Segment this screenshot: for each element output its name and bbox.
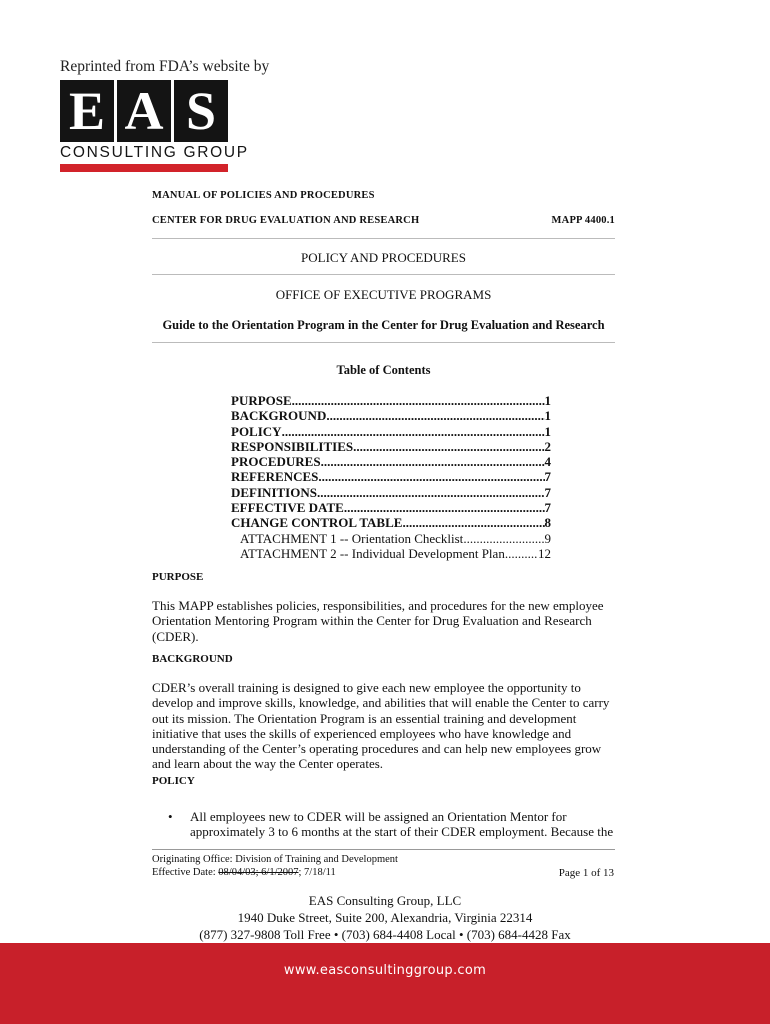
company-name: EAS Consulting Group, LLC xyxy=(308,893,462,908)
toc-heading: Table of Contents xyxy=(336,363,431,377)
logo-subtitle: CONSULTING GROUP xyxy=(60,144,249,161)
toc-entry[interactable]: EFFECTIVE DATE ..... 7 xyxy=(231,500,551,515)
toc-entry[interactable]: PURPOSE ..... 1 xyxy=(231,393,551,408)
center-heading: CENTER FOR DRUG EVALUATION AND RESEARCH xyxy=(152,215,420,226)
toc-entry[interactable]: REFERENCES ..... 7 xyxy=(231,469,551,484)
footer-office-info xyxy=(152,854,398,879)
mapp-number: MAPP 4400.1 xyxy=(551,215,615,226)
originating-office: Originating Office: Division of Training and Development xyxy=(152,854,398,865)
footer-divider xyxy=(152,849,615,850)
logo-letter-s: S xyxy=(174,80,228,142)
effective-date: Effective Date: 08/04/03; 6/1/2007; 7/18/11 xyxy=(152,866,336,878)
toc-entry[interactable]: RESPONSIBILITIES ..... 2 xyxy=(231,439,551,454)
company-phones: (877) 327-9808 Toll Free • (703) 684-4408 Local • (703) 684-4428 Fax xyxy=(199,927,571,942)
toc-entry-attachment[interactable]: ATTACHMENT 1 -- Orientation Checklist ..... 9 xyxy=(231,531,551,546)
footer-red-band xyxy=(0,943,770,1024)
purpose-heading: PURPOSE xyxy=(152,571,204,583)
toc-entry[interactable]: BACKGROUND ..... 1 xyxy=(231,408,551,423)
manual-heading: MANUAL OF POLICIES AND PROCEDURES xyxy=(152,190,375,201)
table-of-contents xyxy=(231,393,551,561)
company-address: 1940 Duke Street, Suite 200, Alexandria, Virginia 22314 xyxy=(237,910,533,925)
logo-letter-a: A xyxy=(117,80,171,142)
logo-letter-e: E xyxy=(60,80,114,142)
bullet-icon: • xyxy=(168,809,173,824)
office-heading: OFFICE OF EXECUTIVE PROGRAMS xyxy=(275,287,492,302)
document-title: Guide to the Orientation Program in the Center for Drug Evaluation and Research xyxy=(162,318,605,332)
reprint-note: Reprinted from FDA’s website by xyxy=(60,58,270,75)
background-heading: BACKGROUND xyxy=(152,653,233,665)
toc-entry[interactable]: PROCEDURES ..... 4 xyxy=(231,454,551,469)
website-link[interactable]: www.easconsultinggroup.com xyxy=(283,963,487,978)
eas-logo xyxy=(60,80,249,172)
page-number: Page 1 of 13 xyxy=(558,867,614,879)
toc-entry[interactable]: POLICY ..... 1 xyxy=(231,424,551,439)
struck-dates: 08/04/03; 6/1/2007 xyxy=(218,866,299,878)
toc-entry[interactable]: CHANGE CONTROL TABLE ..... 8 xyxy=(231,515,551,530)
policy-item-text: All employees new to CDER will be assigned an Orientation Mentor for approximately 3 to 6 months at the start of their CDER employment. Because the xyxy=(190,809,614,840)
logo-red-bar xyxy=(60,164,228,172)
toc-entry-attachment[interactable]: ATTACHMENT 2 -- Individual Development Plan ..... 12 xyxy=(231,546,551,561)
divider xyxy=(152,342,615,343)
doc-type-heading: POLICY AND PROCEDURES xyxy=(301,250,466,265)
toc-entry[interactable]: DEFINITIONS ..... 7 xyxy=(231,485,551,500)
purpose-paragraph: This MAPP establishes policies, responsibilities, and procedures for the new employee Orientation Mentoring Program within the Center for Drug Evaluation and Research (CDER). xyxy=(152,598,604,644)
policy-heading: POLICY xyxy=(152,775,195,787)
policy-list-item xyxy=(168,809,620,840)
company-contact xyxy=(0,892,770,943)
background-paragraph: CDER’s overall training is designed to give each new employee the opportunity to develop and improve skills, knowledge, and abilities that will enable the Center to carry out its mission. The Orientation Program is an essential training and development initiative that uses the skills of experienced employees who have knowledge and understanding of the Center’s operating procedures and can help new employees grow and learn about the way the Center operates. xyxy=(152,680,610,772)
divider xyxy=(152,274,615,275)
divider xyxy=(152,238,615,239)
